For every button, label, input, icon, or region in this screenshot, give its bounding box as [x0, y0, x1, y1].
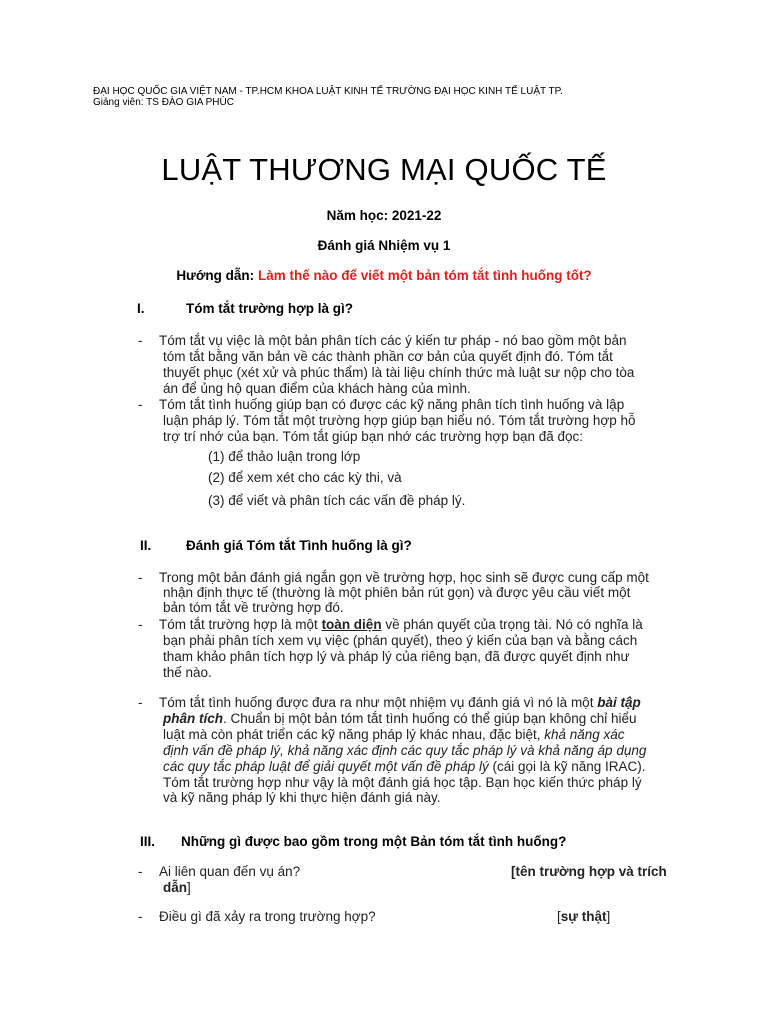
s2-bullet-3-line-2	[163, 711, 637, 728]
s2-b3-line-5-italic: các quy tắc pháp luật để giải quyết một vấn đề pháp lý	[163, 759, 489, 774]
page-title: LUẬT THƯƠNG MẠI QUỐC TẾ	[161, 152, 607, 187]
s1-bullet-2-line-3: trợ trí nhớ của bạn. Tóm tắt giúp bạn nhớ các trường hợp bạn đã đọc:	[163, 429, 584, 444]
s2-bullet-2-line-4: thế nào.	[163, 665, 212, 680]
guide-text: Làm thế nào để viết một bản tóm tắt tình huống tốt?	[257, 268, 592, 283]
s1-bullet-1-line-4: án để ủng hộ quan điểm của khách hàng của mình.	[163, 381, 471, 396]
s2-bullet-2-line-1	[159, 617, 643, 634]
s2-b3-line-3-italic: khả năng xác	[544, 727, 625, 742]
s2-b3-line-3-text: luật mà còn phát triển các kỹ năng pháp lý khác nhau, đặc biệt,	[163, 727, 545, 742]
bullet-dash: -	[138, 397, 143, 412]
s3-question-2: Điều gì đã xảy ra trong trường hợp?	[159, 909, 376, 924]
section-2-title: Đánh giá Tóm tắt Tình huống là gì?	[186, 538, 412, 553]
s2-bullet-3-line-7: và kỹ năng pháp lý khi thực hiện đánh giá này.	[163, 790, 441, 805]
bullet-dash: -	[138, 617, 143, 632]
s2-b3-pre: Tóm tắt tình huống được đưa ra như một nhiệm vụ đánh giá vì nó là một	[159, 695, 598, 710]
s2-bullet-1-line-1: Trong một bản đánh giá ngắn gọn về trường hợp, học sinh sẽ được cung cấp một	[159, 570, 649, 585]
s2-b3-line-5-text: (cái gọi là kỹ năng IRAC).	[488, 759, 646, 774]
bullet-dash: -	[138, 909, 143, 924]
s3-question-1-tag-word: dẫn	[163, 880, 188, 895]
guide-label: Hướng dẫn:	[176, 268, 255, 283]
s2-bullet-2-line-2: bạn phải phân tích xem vụ việc (phán quyết), theo ý kiến của bạn và bằng cách	[163, 633, 638, 648]
section-1-title: Tóm tắt trường hợp là gì?	[186, 301, 353, 316]
header-lecturer: Giảng viên: TS ĐÀO GIA PHÚC	[93, 97, 234, 108]
s2-bullet-1-line-3: bản tóm tắt về trường hợp đó.	[163, 600, 344, 615]
s1-list-item-1: (1) để thảo luận trong lớp	[208, 449, 361, 464]
academic-year: Năm học: 2021-22	[326, 208, 442, 223]
s2-bullet-3-line-5	[163, 759, 646, 776]
section-2-number: II.	[140, 538, 152, 553]
s2-b3-bold-italic-2: phân tích	[163, 711, 223, 726]
guide-line	[0, 268, 768, 283]
s1-bullet-1-line-1: Tóm tắt vụ việc là một bản phân tích các ý kiến tư pháp - nó bao gồm một bản	[159, 333, 627, 348]
s3-question-2-tag	[557, 909, 610, 926]
s3-question-1-tag-close: ]	[187, 880, 191, 895]
s3-question-2-tag-open: [	[557, 909, 561, 924]
s2-b2-post: về phán quyết của trọng tài. Nó có nghĩa là	[381, 617, 643, 632]
bullet-dash: -	[138, 333, 143, 348]
s1-bullet-2-line-2: luận pháp lý. Tóm tắt một trường hợp giúp bạn hiểu nó. Tóm tắt trường hợp hỗ	[163, 413, 636, 428]
s2-b3-line-2-text: . Chuẩn bị một bản tóm tắt tình huống có thể giúp bạn không chỉ hiểu	[223, 711, 637, 726]
s2-b3-bold-italic-1: bài tập	[597, 695, 641, 710]
s2-bullet-3-line-3	[163, 727, 625, 744]
s2-bullet-3-line-6: Tóm tắt trường hợp như vậy là một đánh giá học tập. Bạn học kiến thức pháp lý	[163, 775, 642, 790]
s1-list-item-3: (3) để viết và phân tích các vấn đề pháp lý.	[208, 493, 466, 508]
assessment-name: Đánh giá Nhiệm vụ 1	[317, 238, 451, 253]
s3-question-2-tag-close: ]	[606, 909, 611, 924]
s1-bullet-1-line-3: thuyết phục (xét xử và phúc thẩm) là tài liệu chính thức mà luật sư nộp cho tòa	[163, 365, 635, 380]
section-3-title: Những gì được bao gồm trong một Bản tóm tắt tình huống?	[181, 834, 567, 849]
s1-list-item-2: (2) để xem xét cho các kỳ thi, và	[208, 470, 402, 485]
bullet-dash: -	[138, 864, 143, 879]
s2-b2-pre: Tóm tắt trường hợp là một	[159, 617, 322, 632]
s2-b2-underlined: toàn diện	[321, 617, 382, 632]
s3-question-1: Ai liên quan đến vụ án?	[159, 864, 301, 879]
s1-bullet-2-line-1: Tóm tắt tình huống giúp bạn có được các kỹ năng phân tích tình huống và lập	[159, 397, 625, 412]
s2-bullet-1-line-2: nhận định thực tế (thường là một phiên bản rút gọn) và được yêu cầu viết một	[163, 585, 631, 600]
bullet-dash: -	[138, 695, 143, 710]
bullet-dash: -	[138, 570, 143, 585]
s2-bullet-3-line-4: định vấn đề pháp lý, khả năng xác định các quy tắc pháp lý và khả năng áp dụng	[163, 743, 647, 758]
section-1-number: I.	[137, 301, 145, 316]
s1-bullet-1-line-2: tóm tắt bằng văn bản về các thành phần cơ bản của quyết định đó. Tóm tắt	[163, 349, 613, 364]
header-institution: ĐẠI HỌC QUỐC GIA VIỆT NAM - TP.HCM KHOA LUẬT KINH TẾ TRƯỜNG ĐẠI HỌC KINH TẾ LUẬT TP.	[93, 86, 563, 97]
s3-question-1-tag-cont	[163, 880, 191, 897]
s3-question-1-tag: [tên trường hợp và trích	[511, 864, 667, 879]
section-3-number: III.	[140, 834, 156, 849]
s2-bullet-3-line-1	[159, 695, 641, 712]
s3-question-2-tag-word: sự thật	[560, 909, 607, 924]
s2-bullet-2-line-3: tham khảo phân tích hợp lý và pháp lý của riêng bạn, đã được quyết định như	[163, 649, 630, 664]
